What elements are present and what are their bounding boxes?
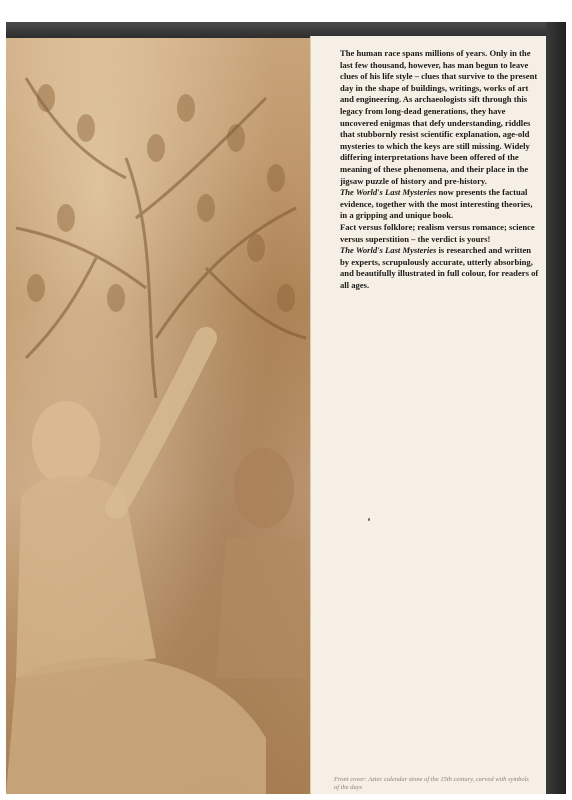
blurb-presents-text: now presents the factual evidence, together with the most interesting theories, in a gripping and unique book. xyxy=(340,187,533,221)
second-figure xyxy=(216,448,306,678)
blurb-contrast: Fact versus folklore; realism versus romance; science versus superstition – the verdict is yours! xyxy=(340,221,535,244)
blurb-presents xyxy=(340,187,540,222)
blurb-closing-text: is researched and written by experts, scrupulously accurate, utterly absorbing, and beautifully illustrated in full colour, for readers of all ages. xyxy=(340,245,539,290)
tree-branches xyxy=(16,78,306,398)
book-title: The World's Last Mysteries xyxy=(340,245,437,256)
cover-caption: Front cover: Aztec calendar stone of the 15th century, carved with symbols of the days xyxy=(334,776,529,791)
blurb-closing xyxy=(340,245,540,291)
book-spine-edge xyxy=(546,22,566,794)
stone-relief-photo xyxy=(6,38,310,794)
blurb-intro: The human race spans millions of years. Only in the last few thousand, however, has man begun to leave clues of his life style – clues that survive to the present day in the shape of buildings, writings, works of art and engineering. As archaeologists sift through this legacy from long-dead generations, they have uncovered enigmas that defy understanding, riddles that stubbornly resist scientific explanation, age-old mysteries to which the keys are still missing. Widely differing interpretations have been offered of the meaning of these phenomena, and their place in the jigsaw puzzle of history and pre-history. xyxy=(340,48,538,186)
book-title: The World's Last Mysteries xyxy=(340,187,437,198)
back-cover-blurb xyxy=(340,48,540,291)
relief-carving-illustration xyxy=(6,38,310,794)
print-speck xyxy=(368,518,370,521)
